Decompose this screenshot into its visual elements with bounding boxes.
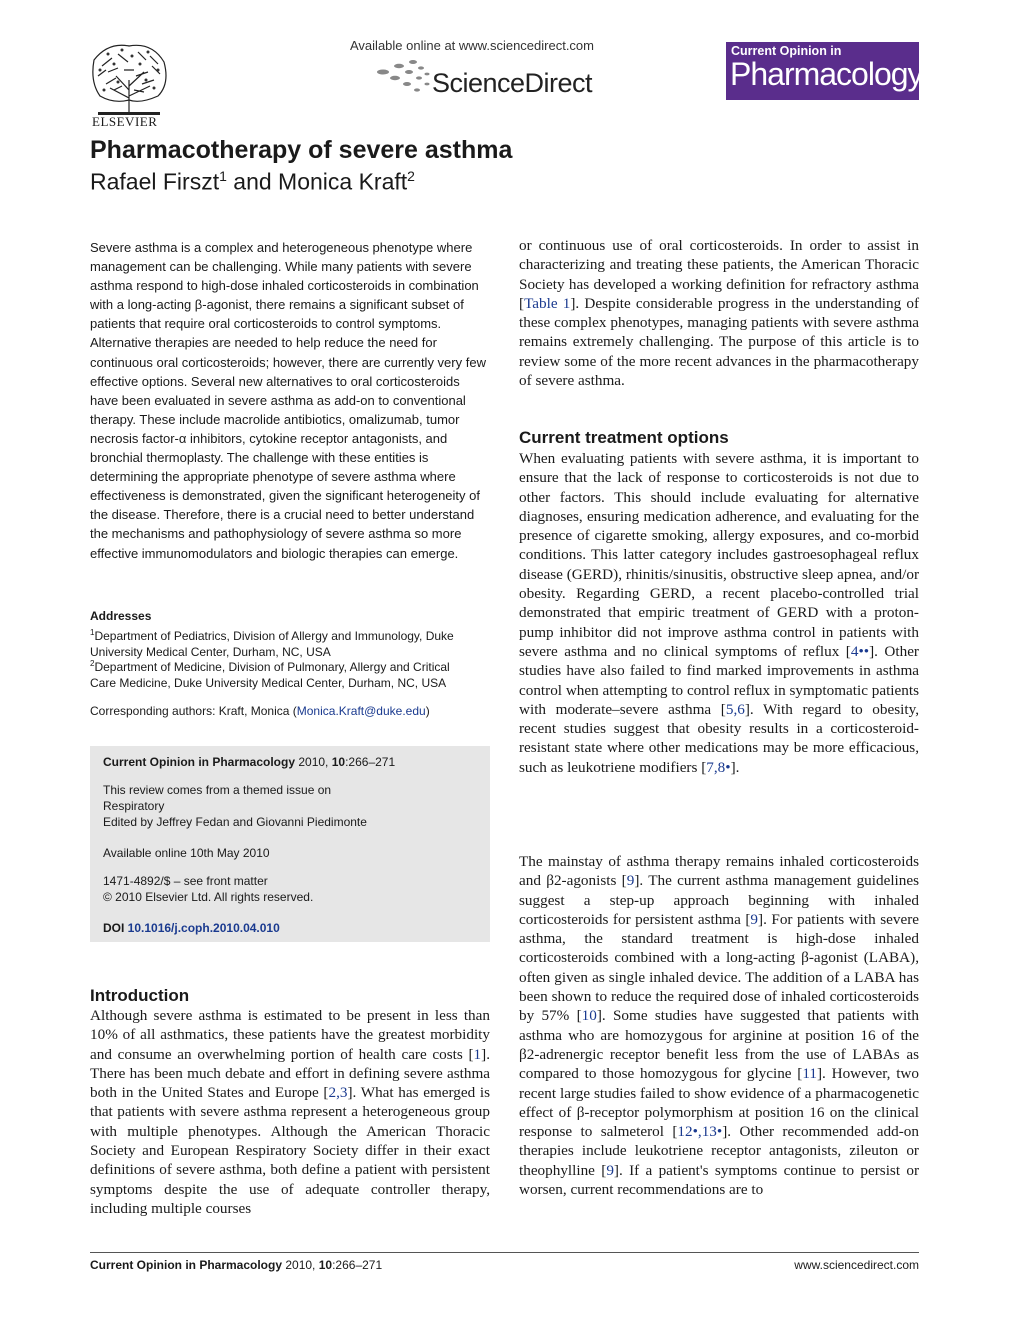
text-part: ]. If a patient's symptoms continue to persist or worsen, current recommendations are to (519, 1161, 920, 1199)
abstract: Severe asthma is a complex and heterogeneous phenotype where management can be challenging. While many patients with severe asthma respond to high-dose inhaled corticosteroids in combination with a long-acting β-agonist, there remains a significant subset of patients that require oral corticosteroids to control symptoms. Alternative therapies are needed to help reduce the need for continuous oral corticosteroids; however, there are currently very few effective options. Several new alternatives to oral corticosteroids have been evaluated in severe asthma as add-on to conventional therapy. These include macrolide antibiotics, omalizumab, tumor necrosis factor-α inhibitors, cytokine receptor antagonists, and bronchial thermoplasty. The challenge with these entities is determining the appropriate phenotype of severe asthma where effectiveness is demonstrated, given the significant heterogeneity of the disease. Therefore, there is a crucial need to better understand the mechanisms and pathophysiology of severe asthma so more effective immunomodulators and biologic therapies can emerge. (90, 240, 486, 561)
citation-link[interactable]: 12•,13• (677, 1123, 723, 1141)
footer-journal: Current Opinion in Pharmacology (90, 1258, 283, 1272)
text-part: ]. (730, 758, 740, 776)
journal-banner-line2: Pharmacology (730, 56, 923, 92)
journal-banner-line1: Current Opinion in (731, 44, 842, 58)
text-part: The mainstay of asthma therapy remains inhaled corticosteroids and β2-agonists [ (519, 853, 919, 890)
introduction-heading: Introduction (90, 986, 190, 1005)
citation-link[interactable]: 7,8• (706, 758, 731, 776)
current-treatment-heading: Current treatment options (519, 428, 729, 447)
info-doi-label: DOI (103, 921, 128, 935)
doi-link[interactable]: 10.1016/j.coph.2010.04.010 (127, 921, 280, 935)
article-authors (90, 168, 415, 196)
corresponding-label: Corresponding authors: Kraft, Monica ( (90, 704, 297, 718)
text-part: ]. Other recommended add-on therapies include leukotriene receptor antagonists, zileuton or theophylline [ (519, 1123, 919, 1179)
info-rights (103, 873, 313, 905)
address-2-line1: Department of Medicine, Division of Pulmonary, Allergy and Critical (94, 660, 450, 674)
corresponding-close: ) (425, 704, 430, 718)
journal-banner (726, 42, 923, 100)
info-volume: 10 (331, 755, 346, 769)
footer-pages: :266–271 (332, 1258, 383, 1272)
info-editors: Edited by Jeffrey Fedan and Giovanni Piedimonte (103, 815, 367, 829)
text-part: ]. However, two recent large studies failed to show evidence of a pharmacogenetic effect of β-receptor polymorphism at position 16 on the clinical response to salmeterol [ (519, 1065, 919, 1141)
info-theme: Respiratory (103, 799, 165, 813)
text-part: ]. The current asthma management guidelines suggest a step-up approach beginning with inhaled corticosteroids for persistent asthma [ (519, 872, 919, 928)
mainstay-therapy-text (519, 852, 919, 1199)
address-1-number: 1 (90, 628, 95, 637)
corresponding-email-link[interactable]: Monica.Kraft@duke.edu (296, 704, 426, 718)
available-online-text: Available online at www.sciencedirect.com (350, 38, 594, 53)
address-1 (90, 625, 490, 660)
info-themed: This review comes from a themed issue on (103, 783, 332, 797)
intro-text-part: ]. There has been much debate and effort in defining severe asthma both in the United States and Europe [ (90, 1045, 490, 1102)
text-part: or continuous use of oral corticosteroids. In order to assist in characterizing and treating these patients, the American Thoracic Society has developed a working definition for refractory asthma [ (519, 237, 919, 312)
intro-text-part: Although severe asthma is estimated to be present in less than 10% of all asthmatics, these patients have the greatest morbidity and consume an overwhelming portion of health care costs [ (90, 1007, 490, 1063)
address-2-line2: Care Medicine, Duke University Medical Center, Durham, NC, USA (90, 675, 447, 690)
citation-link[interactable]: 2,3 (328, 1084, 348, 1102)
intro-continued-text (519, 236, 919, 390)
elsevier-wordmark: ELSEVIER (92, 114, 158, 129)
article-info-box (90, 746, 490, 942)
citation-link[interactable]: 11 (802, 1065, 817, 1083)
author-2-affiliation: 2 (407, 168, 415, 184)
text-part: ]. Some studies have suggested that patients with asthma who are homozygous for arginine at position 16 of the β2-adrenergic receptor benefit less from the use of LABAs as compared to those homozygous for glycine [ (519, 1007, 919, 1083)
footer-volume: 10 (318, 1258, 333, 1272)
current-treatment-text (519, 449, 919, 777)
info-copyright: © 2010 Elsevier Ltd. All rights reserved. (103, 890, 314, 904)
citation-link[interactable]: 5,6 (725, 700, 745, 718)
footer-divider (90, 1252, 919, 1253)
text-part: ]. With regard to obesity, recent studies suggest that obesity results in a corticosteroid-resistant state where other medications may be more efficacious, such as leukotriene modifiers [ (519, 700, 919, 776)
info-pages: :266–271 (345, 755, 396, 769)
footer-url-link[interactable]: www.sciencedirect.com (794, 1258, 919, 1272)
citation-link[interactable]: 9 (626, 872, 635, 890)
author-1-affiliation: 1 (219, 168, 227, 184)
table-1-link[interactable]: Table 1 (524, 294, 571, 312)
introduction-text (90, 1006, 490, 1218)
addresses-heading: Addresses (90, 609, 152, 623)
citation-link[interactable]: 10 (581, 1007, 597, 1025)
info-doi (103, 920, 280, 936)
footer-citation (90, 1258, 382, 1272)
citation-link[interactable]: 1 (473, 1045, 482, 1063)
address-1-line1: Department of Pediatrics, Division of Allergy and Immunology, Duke (94, 629, 454, 643)
address-1-line2: University Medical Center, Durham, NC, USA (90, 644, 331, 659)
address-2 (90, 656, 490, 691)
footer-year: 2010, (282, 1258, 319, 1272)
citation-link[interactable]: 9 (750, 910, 759, 928)
info-journal: Current Opinion in Pharmacology (103, 755, 296, 769)
info-themed-issue (103, 782, 367, 830)
citation-link[interactable]: 4•• (850, 642, 870, 660)
info-available-online: Available online 10th May 2010 (103, 846, 270, 860)
text-part: ]. Other studies have also failed to find marked improvements in asthma control when attempting to control reflux in symptomatic patients with moderate–severe asthma [ (519, 642, 919, 718)
article-title: Pharmacotherapy of severe asthma (90, 136, 513, 164)
address-2-number: 2 (90, 659, 95, 668)
sciencedirect-dots-icon (375, 58, 435, 98)
text-part: ]. For patients with severe asthma, the standard treatment is high-dose inhaled corticosteroids combined with a long-acting β-agonist (LABA), often given as single inhaled device. The addition of a LABA has been shown to reduce the required dose of inhaled corticosteroids by 57% [ (519, 910, 919, 1025)
text-part: When evaluating patients with severe asthma, it is important to ensure that the lack of response to corticosteroids is not due to other factors. This should include evaluating for alternative diagnoses, ensuring medication adherence, and evaluating for the presence of cigarette smoking, allergy exposures, and co-morbid conditions. This latter category includes gastroesophageal reflux disease (GERD), rhinitis/sinusitis, obstructive sleep apnea, and/or obesity. Regarding GERD, a recent placebo-controlled trial demonstrated that empiric treatment of GERD with a proton-pump inhibitor did not improve asthma control in patients with severe asthma and no clinical symptoms of reflux [ (519, 450, 919, 660)
info-year: 2010, (295, 755, 332, 769)
text-part: ]. Despite considerable progress in the understanding of these complex phenotypes, managing patients with severe asthma remains extremely challenging. The purpose of this article is to review some of the more recent advances in the pharmacotherapy of severe asthma. (519, 294, 920, 390)
sciencedirect-wordmark: ScienceDirect (432, 68, 593, 98)
corresponding-authors (90, 704, 490, 718)
author-1: Rafael Firszt (90, 168, 220, 195)
info-issn: 1471-4892/$ – see front matter (103, 874, 268, 888)
info-journal-citation (103, 754, 395, 770)
author-2: and Monica Kraft (226, 168, 408, 195)
intro-text-part: ]. What has emerged is that patients with severe asthma represent a heterogeneous group with multiple phenotypes. Although the American Thoracic Society and European Respiratory Society differ in their exact definitions of severe asthma, both define a patient with persistent symptoms despite the use of adequate controller therapy, including multiple courses (90, 1084, 490, 1217)
citation-link[interactable]: 9 (606, 1161, 614, 1179)
